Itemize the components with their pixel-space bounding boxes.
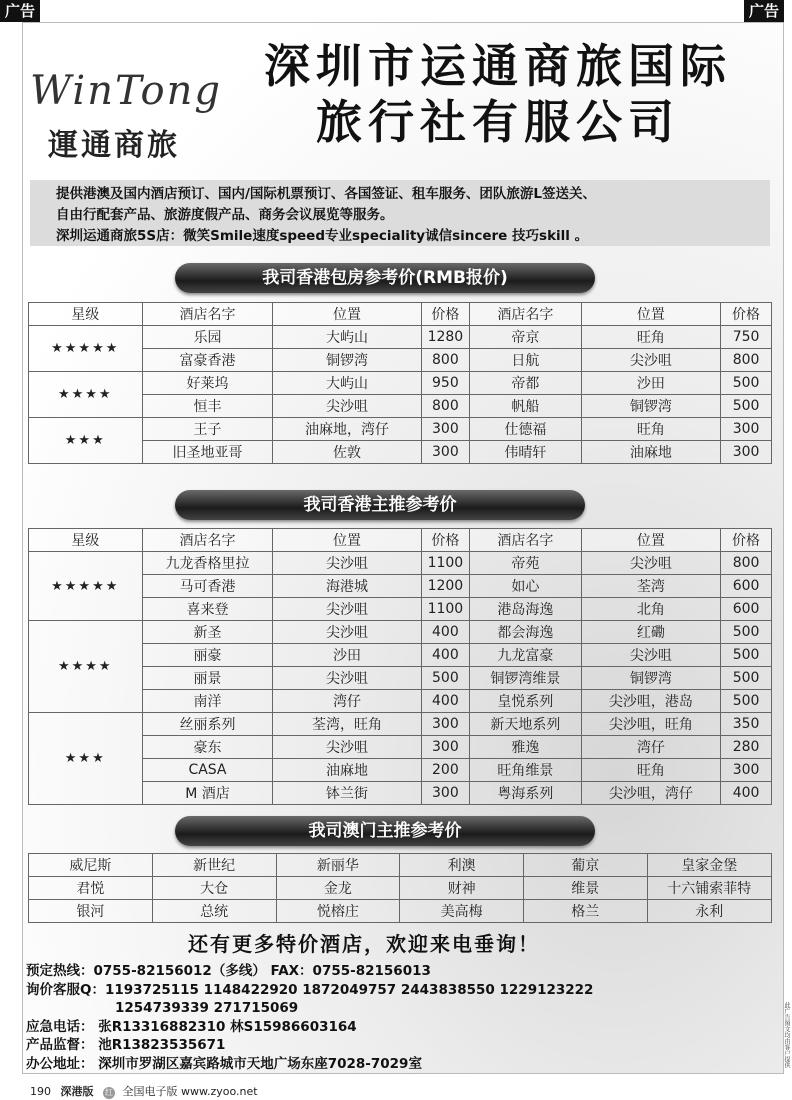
table-cell: 新圣 <box>142 621 273 644</box>
table-cell: 500 <box>421 667 470 690</box>
column-header: 酒店名字 <box>470 529 581 552</box>
page-footer <box>30 1083 258 1099</box>
table-cell: 乐园 <box>142 326 273 349</box>
column-header: 星级 <box>29 529 143 552</box>
table-cell: 200 <box>421 759 470 782</box>
table-cell: 尖沙咀 <box>581 349 721 372</box>
column-header: 价格 <box>721 529 772 552</box>
table-cell: 500 <box>721 621 772 644</box>
column-header: 酒店名字 <box>470 303 581 326</box>
edition-label: 深港版 <box>60 1085 94 1098</box>
table-cell: 300 <box>721 441 772 464</box>
macau-hotel-cell: 美高梅 <box>400 900 524 923</box>
table-cell: 湾仔 <box>581 736 721 759</box>
badge-icon: 红 <box>105 1088 113 1097</box>
table-cell: 400 <box>421 644 470 667</box>
table-row <box>29 621 772 644</box>
table-cell: 800 <box>421 349 470 372</box>
table-cell: 尖沙咀 <box>273 552 421 575</box>
table-row <box>29 552 772 575</box>
title-line-1: 深圳市运通商旅国际 <box>264 39 732 93</box>
table-cell: 铜锣湾 <box>273 349 421 372</box>
macau-hotel-cell: 永利 <box>647 900 771 923</box>
star-rating: ★★★★★ <box>29 326 143 372</box>
table-cell: 旺角 <box>581 759 721 782</box>
table-cell: 1200 <box>421 575 470 598</box>
table-cell: 400 <box>421 690 470 713</box>
column-header: 价格 <box>421 303 470 326</box>
company-title <box>228 38 768 150</box>
table-cell: 海港城 <box>273 575 421 598</box>
table-row <box>29 900 772 923</box>
macau-hotel-cell: 银河 <box>29 900 153 923</box>
table-cell: 大屿山 <box>273 326 421 349</box>
macau-hotel-cell: 葡京 <box>524 854 648 877</box>
table-cell: 旺角维景 <box>470 759 581 782</box>
ad-tag-left: 广告 <box>0 0 40 22</box>
table-cell: 750 <box>721 326 772 349</box>
table-cell: 油麻地，湾仔 <box>273 418 421 441</box>
table-cell: M 酒店 <box>142 782 273 805</box>
table-cell: 油麻地 <box>581 441 721 464</box>
column-header: 位置 <box>273 529 421 552</box>
table-cell: 丝丽系列 <box>142 713 273 736</box>
column-header: 位置 <box>581 303 721 326</box>
table-cell: 富豪香港 <box>142 349 273 372</box>
section-macau-title: 我司澳门主推参考价 <box>175 816 595 846</box>
table-cell: 1100 <box>421 552 470 575</box>
section-hk-recommend-title: 我司香港主推参考价 <box>175 490 585 520</box>
table-cell: 大屿山 <box>273 372 421 395</box>
booking-hotline: 预定热线：0755-82156012（多线） FAX：0755-82156013 <box>26 963 431 979</box>
table-row <box>29 372 772 395</box>
table-row <box>29 713 772 736</box>
macau-hotel-table <box>28 853 772 923</box>
more-hotels-banner: 还有更多特价酒店，欢迎来电垂询！ <box>188 932 540 956</box>
table-cell: 300 <box>721 418 772 441</box>
table-cell: 400 <box>421 621 470 644</box>
company-logo <box>30 40 222 163</box>
table-cell: 恒丰 <box>142 395 273 418</box>
table-cell: 新天地系列 <box>470 713 581 736</box>
table-cell: 旺角 <box>581 418 721 441</box>
table-cell: CASA <box>142 759 273 782</box>
logo-chinese-text: 運通商旅 <box>48 128 180 163</box>
table-cell: 荃湾 <box>581 575 721 598</box>
star-rating: ★★★★★ <box>29 552 143 621</box>
table-header-row <box>29 303 772 326</box>
table-cell: 800 <box>721 349 772 372</box>
section-hk-room-title: 我司香港包房参考价(RMB报价) <box>175 263 595 293</box>
table-cell: 粤海系列 <box>470 782 581 805</box>
table-cell: 南洋 <box>142 690 273 713</box>
macau-hotel-cell: 十六铺索菲特 <box>647 877 771 900</box>
table-cell: 尖沙咀 <box>273 395 421 418</box>
table-cell: 600 <box>721 598 772 621</box>
table-cell: 300 <box>421 713 470 736</box>
table-cell: 铜锣湾 <box>581 667 721 690</box>
service-intro <box>30 180 770 246</box>
table-cell: 伟晴轩 <box>470 441 581 464</box>
table-row <box>29 418 772 441</box>
macau-hotel-cell: 利澳 <box>400 854 524 877</box>
table-cell: 帆船 <box>470 395 581 418</box>
table-cell: 沙田 <box>273 644 421 667</box>
macau-hotel-cell: 大仓 <box>152 877 276 900</box>
table-cell: 丽豪 <box>142 644 273 667</box>
table-cell: 尖沙咀 <box>581 552 721 575</box>
logo-latin-text: WinTong <box>30 68 222 114</box>
macau-hotel-cell: 新世纪 <box>152 854 276 877</box>
table-row <box>29 854 772 877</box>
ad-tag-right: 广告 <box>744 0 784 22</box>
table-cell: 好莱坞 <box>142 372 273 395</box>
column-header: 价格 <box>421 529 470 552</box>
table-cell: 350 <box>721 713 772 736</box>
office-address: 办公地址： 深圳市罗湖区嘉宾路城市天地广场东座7028-7029室 <box>26 1055 422 1072</box>
macau-hotel-cell: 财神 <box>400 877 524 900</box>
column-header: 酒店名字 <box>142 529 273 552</box>
table-cell: 300 <box>421 736 470 759</box>
table-cell: 500 <box>721 644 772 667</box>
table-cell: 豪东 <box>142 736 273 759</box>
table-cell: 仕德福 <box>470 418 581 441</box>
table-cell: 300 <box>721 759 772 782</box>
qq-service: 询价客服Q：1193725115 1148422920 1872049757 2443838550 1229123222 <box>26 981 594 998</box>
table-cell: 300 <box>421 418 470 441</box>
table-cell: 丽景 <box>142 667 273 690</box>
table-cell: 铜锣湾维景 <box>470 667 581 690</box>
table-cell: 尖沙咀 <box>273 736 421 759</box>
table-cell: 荃湾，旺角 <box>273 713 421 736</box>
intro-line: 深圳运通商旅5S店：微笑Smile速度speed专业speciality诚信sincere 技巧skill 。 <box>56 228 589 244</box>
table-cell: 湾仔 <box>273 690 421 713</box>
star-rating: ★★★ <box>29 418 143 464</box>
hk-room-price-table <box>28 302 772 464</box>
table-header-row <box>29 529 772 552</box>
table-cell: 800 <box>721 552 772 575</box>
table-cell: 钵兰街 <box>273 782 421 805</box>
table-cell: 尖沙咀 <box>581 644 721 667</box>
table-cell: 帝苑 <box>470 552 581 575</box>
table-cell: 尖沙咀，旺角 <box>581 713 721 736</box>
table-cell: 旧圣地亚哥 <box>142 441 273 464</box>
table-cell: 280 <box>721 736 772 759</box>
table-cell: 300 <box>421 782 470 805</box>
column-header: 酒店名字 <box>142 303 273 326</box>
contact-info <box>26 962 593 1073</box>
hk-recommend-price-table <box>28 528 772 805</box>
site-link[interactable]: 全国电子版 www.zyoo.net <box>122 1085 258 1098</box>
table-cell: 皇悦系列 <box>470 690 581 713</box>
star-rating: ★★★★ <box>29 621 143 713</box>
emergency-phone: 应急电话： 张R13316882310 林S15986603164 <box>26 1018 357 1035</box>
table-cell: 雅逸 <box>470 736 581 759</box>
table-cell: 旺角 <box>581 326 721 349</box>
table-cell: 尖沙咀 <box>273 667 421 690</box>
table-cell: 红磡 <box>581 621 721 644</box>
table-cell: 500 <box>721 690 772 713</box>
macau-hotel-cell: 皇家金堡 <box>647 854 771 877</box>
page-number: 190 <box>30 1085 51 1098</box>
table-cell: 油麻地 <box>273 759 421 782</box>
macau-hotel-cell: 悦榕庄 <box>276 900 400 923</box>
star-rating: ★★★★ <box>29 372 143 418</box>
table-cell: 500 <box>721 395 772 418</box>
table-cell: 北角 <box>581 598 721 621</box>
table-cell: 尖沙咀 <box>273 621 421 644</box>
star-rating: ★★★ <box>29 713 143 805</box>
title-line-2: 旅行社有服公司 <box>316 95 680 149</box>
table-cell: 马可香港 <box>142 575 273 598</box>
column-header: 星级 <box>29 303 143 326</box>
table-cell: 港岛海逸 <box>470 598 581 621</box>
table-cell: 帝都 <box>470 372 581 395</box>
side-note: 此广告图文均由客户提供 <box>783 1002 790 1068</box>
macau-hotel-cell: 格兰 <box>524 900 648 923</box>
column-header: 位置 <box>273 303 421 326</box>
table-cell: 950 <box>421 372 470 395</box>
column-header: 价格 <box>721 303 772 326</box>
table-cell: 王子 <box>142 418 273 441</box>
macau-hotel-cell: 维景 <box>524 877 648 900</box>
table-cell: 尖沙咀 <box>273 598 421 621</box>
macau-hotel-cell: 威尼斯 <box>29 854 153 877</box>
table-cell: 九龙香格里拉 <box>142 552 273 575</box>
qq-service-2: 1254739339 271715069 <box>115 1000 299 1016</box>
table-cell: 如心 <box>470 575 581 598</box>
table-cell: 尖沙咀，港岛 <box>581 690 721 713</box>
table-cell: 铜锣湾 <box>581 395 721 418</box>
intro-line: 自由行配套产品、旅游度假产品、商务会议展览等服务。 <box>56 207 394 223</box>
table-cell: 帝京 <box>470 326 581 349</box>
macau-hotel-cell: 金龙 <box>276 877 400 900</box>
table-cell: 沙田 <box>581 372 721 395</box>
product-supervisor: 产品监督： 池R13823535671 <box>26 1037 226 1053</box>
table-cell: 800 <box>421 395 470 418</box>
table-cell: 400 <box>721 782 772 805</box>
column-header: 位置 <box>581 529 721 552</box>
table-cell: 日航 <box>470 349 581 372</box>
table-cell: 尖沙咀，湾仔 <box>581 782 721 805</box>
table-cell: 600 <box>721 575 772 598</box>
table-cell: 都会海逸 <box>470 621 581 644</box>
table-cell: 500 <box>721 667 772 690</box>
table-row <box>29 877 772 900</box>
macau-hotel-cell: 总统 <box>152 900 276 923</box>
table-cell: 喜来登 <box>142 598 273 621</box>
table-cell: 1100 <box>421 598 470 621</box>
table-cell: 佐敦 <box>273 441 421 464</box>
table-cell: 1280 <box>421 326 470 349</box>
macau-hotel-cell: 君悦 <box>29 877 153 900</box>
intro-line: 提供港澳及国内酒店预订、国内/国际机票预订、各国签证、租车服务、团队旅游L签送关、 <box>56 186 597 202</box>
table-row <box>29 326 772 349</box>
table-cell: 九龙富豪 <box>470 644 581 667</box>
table-cell: 500 <box>721 372 772 395</box>
macau-hotel-cell: 新丽华 <box>276 854 400 877</box>
table-cell: 300 <box>421 441 470 464</box>
